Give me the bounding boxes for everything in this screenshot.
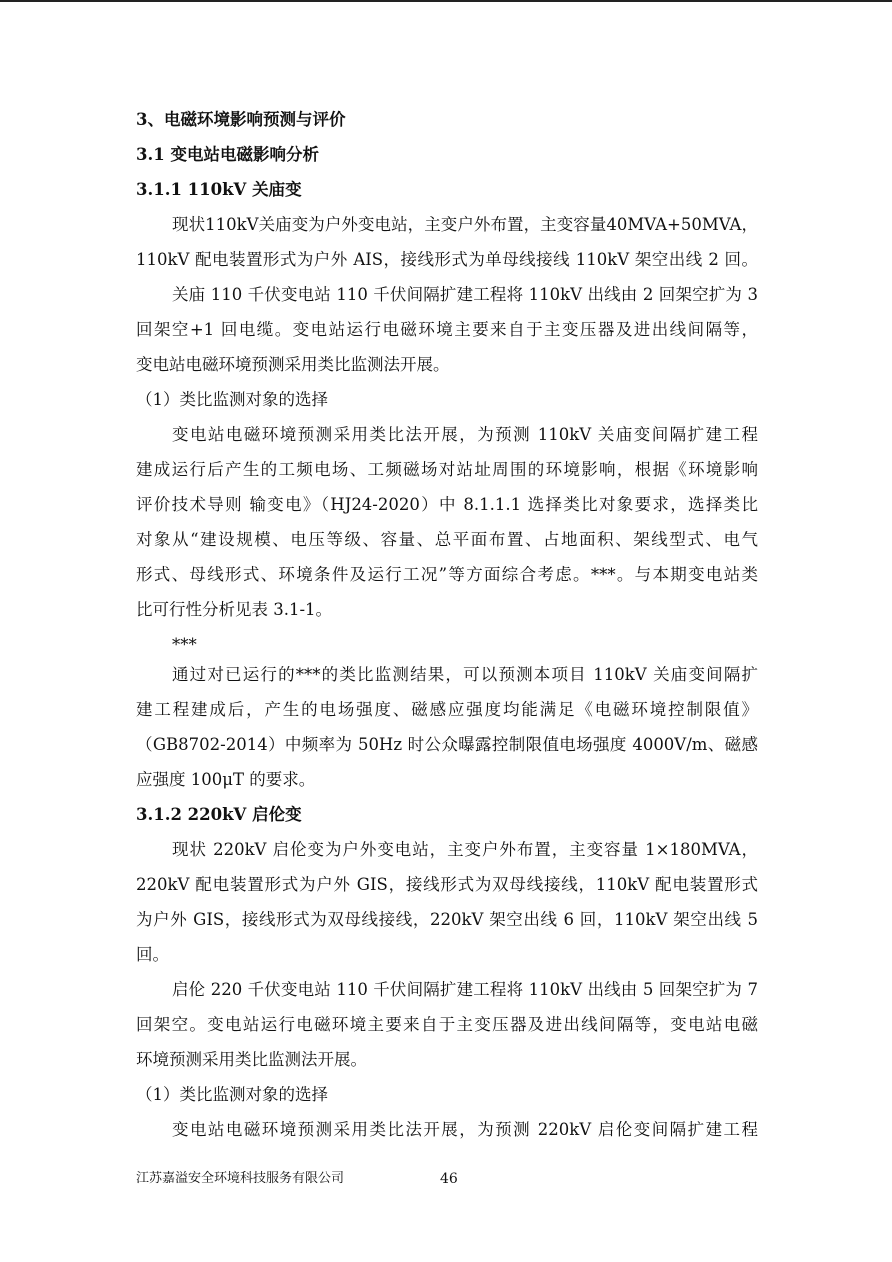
paragraph-line: 形式、母线形式、环境条件及运行工况”等方面综合考虑。***。与本期变电站类 — [136, 565, 758, 584]
paragraph-line: 回架空。变电站运行电磁环境主要来自于主变压器及进出线间隔等，变电站电磁 — [136, 1015, 758, 1034]
footer-page-number: 46 — [440, 1171, 458, 1187]
paragraph-line: 评价技术导则 输变电》（HJ24-2020）中 8.1.1.1 选择类比对象要求，选择类比 — [136, 495, 758, 514]
subsection-heading: （1）类比监测对象的选择 — [136, 1085, 328, 1104]
paragraph-line: 回架空+1 回电缆。变电站运行电磁环境主要来自于主变压器及进出线间隔等， — [136, 320, 758, 339]
paragraph-line: 建工程建成后，产生的电场强度、磁感应强度均能满足《电磁环境控制限值》 — [136, 700, 758, 719]
paragraph-line: 110kV 配电装置形式为户外 AIS，接线形式为单母线接线 110kV 架空出线 2 回。 — [136, 250, 758, 269]
section-heading-3-1: 3.1 变电站电磁影响分析 — [136, 145, 319, 164]
section-heading-3: 3、电磁环境影响预测与评价 — [136, 110, 346, 129]
paragraph-line: 通过对已运行的***的类比监测结果，可以预测本项目 110kV 关庙变间隔扩 — [172, 665, 758, 684]
paragraph-line: 变电站电磁环境预测采用类比法开展，为预测 220kV 启伦变间隔扩建工程 — [172, 1120, 758, 1139]
subsection-heading: （1）类比监测对象的选择 — [136, 390, 328, 409]
paragraph-line: 应强度 100μT 的要求。 — [136, 770, 316, 789]
footer-company-name: 江苏嘉溢安全环境科技服务有限公司 — [136, 1171, 345, 1186]
paragraph-line: 220kV 配电装置形式为户外 GIS，接线形式为双母线接线，110kV 配电装置形式 — [136, 875, 758, 894]
paragraph-line: 关庙 110 千伏变电站 110 千伏间隔扩建工程将 110kV 出线由 2 回架空扩为 3 — [172, 285, 758, 304]
paragraph-line: 比可行性分析见表 3.1-1。 — [136, 600, 333, 619]
paragraph-line: 现状 220kV 启伦变为户外变电站，主变户外布置，主变容量 1×180MVA， — [172, 840, 758, 859]
section-heading-3-1-2: 3.1.2 220kV 启伦变 — [136, 805, 302, 824]
paragraph-line: 变电站电磁环境预测采用类比监测法开展。 — [136, 355, 450, 374]
section-heading-3-1-1: 3.1.1 110kV 关庙变 — [136, 180, 302, 199]
paragraph-line: 为户外 GIS，接线形式为双母线接线，220kV 架空出线 6 回，110kV 架空出线 5 — [136, 910, 758, 929]
placeholder-stars: *** — [172, 635, 197, 654]
paragraph-line: 对象从“建设规模、电压等级、容量、总平面布置、占地面积、架线型式、电气 — [136, 530, 758, 549]
paragraph-line: （GB8702-2014）中频率为 50Hz 时公众曝露控制限值电场强度 4000V/m、磁感 — [136, 735, 758, 754]
paragraph-line: 启伦 220 千伏变电站 110 千伏间隔扩建工程将 110kV 出线由 5 回架空扩为 7 — [172, 980, 758, 999]
paragraph-line: 建成运行后产生的工频电场、工频磁场对站址周围的环境影响，根据《环境影响 — [136, 460, 758, 479]
paragraph-line: 回。 — [136, 945, 169, 964]
paragraph-line: 环境预测采用类比监测法开展。 — [136, 1050, 367, 1069]
paragraph-line: 现状110kV关庙变为户外变电站，主变户外布置，主变容量40MVA+50MVA， — [172, 215, 758, 234]
paragraph-line: 变电站电磁环境预测采用类比法开展，为预测 110kV 关庙变间隔扩建工程 — [172, 425, 758, 444]
